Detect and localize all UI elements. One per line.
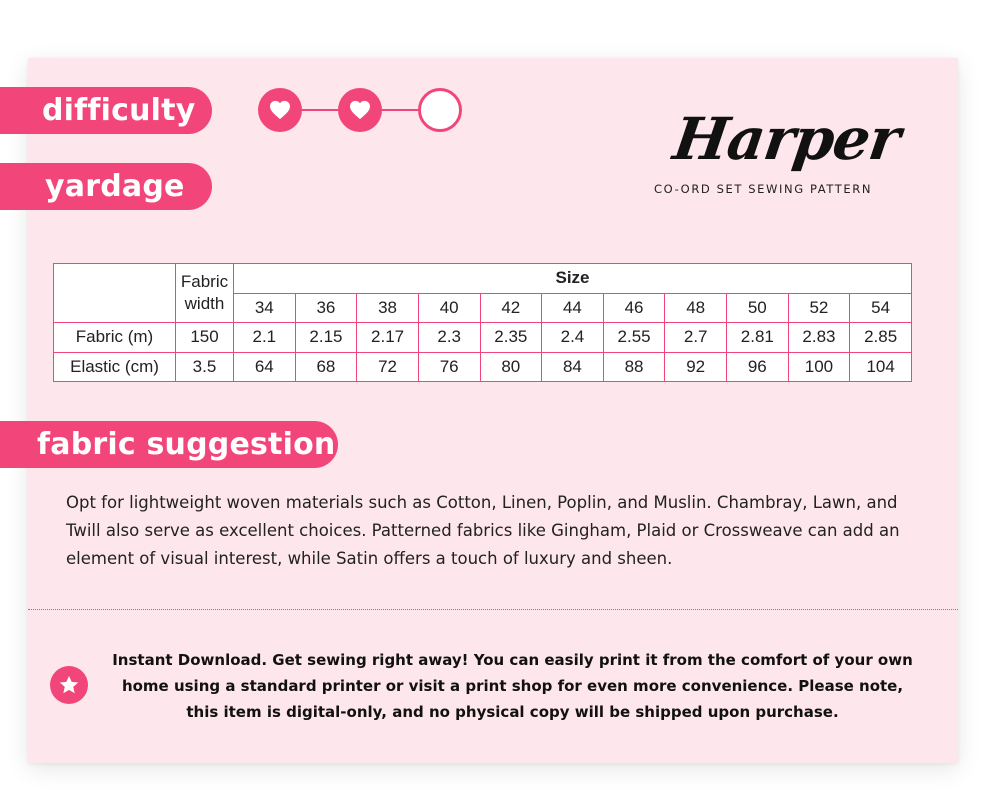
size-cell: 34: [234, 293, 296, 323]
heart-icon: [258, 88, 302, 132]
size-header: Size: [234, 264, 912, 294]
difficulty-rating: [258, 88, 462, 132]
star-icon: [50, 666, 88, 704]
value-cell: 2.55: [603, 323, 665, 353]
value-cell: 92: [665, 352, 727, 382]
value-cell: 2.17: [357, 323, 419, 353]
row-label: Elastic (cm): [54, 352, 176, 382]
download-notice: Instant Download. Get sewing right away! You can easily print it from the comfort of your own home using a standard printer or visit a print shop for even more convenience. Please note, this item is digital-only, and no physical copy will be shipped upon purchase.: [112, 651, 913, 721]
value-cell: 2.7: [665, 323, 727, 353]
fabric-suggestion-text: Opt for lightweight woven materials such as Cotton, Linen, Poplin, and Muslin. Chambray, Lawn, and Twill also serve as excellent choices. Patterned fabrics like Gingham, Plaid or Crossweave can add an element of visual interest, while Satin offers a touch of luxury and sheen.: [66, 493, 900, 568]
difficulty-label: difficulty: [0, 87, 212, 134]
value-cell: 2.1: [234, 323, 296, 353]
value-cell: 2.4: [542, 323, 604, 353]
value-cell: 64: [234, 352, 296, 382]
value-cell: 2.83: [788, 323, 850, 353]
empty-circle-icon: [418, 88, 462, 132]
size-cell: 54: [850, 293, 912, 323]
heart-icon: [338, 88, 382, 132]
value-cell: 2.85: [850, 323, 912, 353]
value-cell: 76: [418, 352, 480, 382]
width-cell: 150: [176, 323, 234, 353]
size-cell: 36: [295, 293, 357, 323]
value-cell: 84: [542, 352, 604, 382]
value-cell: 72: [357, 352, 419, 382]
fabric-width-header: Fabric width: [176, 264, 234, 323]
yardage-table: [53, 263, 912, 382]
value-cell: 100: [788, 352, 850, 382]
table-row: [54, 352, 912, 382]
value-cell: 80: [480, 352, 542, 382]
value-cell: 88: [603, 352, 665, 382]
size-cell: 52: [788, 293, 850, 323]
value-cell: 96: [727, 352, 789, 382]
value-cell: 2.15: [295, 323, 357, 353]
brand-name: Harper: [669, 105, 904, 173]
size-cell: 50: [727, 293, 789, 323]
size-cell: 42: [480, 293, 542, 323]
size-cell: 38: [357, 293, 419, 323]
size-cell: 44: [542, 293, 604, 323]
dotted-divider: [28, 609, 958, 610]
size-cell: 48: [665, 293, 727, 323]
value-cell: 2.35: [480, 323, 542, 353]
brand-logo: [654, 105, 904, 200]
value-cell: 68: [295, 352, 357, 382]
table-corner: [54, 264, 176, 323]
value-cell: 2.81: [727, 323, 789, 353]
fabric-suggestion-label: fabric suggestion: [0, 421, 338, 468]
value-cell: 104: [850, 352, 912, 382]
row-label: Fabric (m): [54, 323, 176, 353]
size-cell: 46: [603, 293, 665, 323]
brand-subtitle: CO-ORD SET SEWING PATTERN: [654, 182, 873, 196]
size-cell: 40: [418, 293, 480, 323]
table-row: [54, 323, 912, 353]
width-cell: 3.5: [176, 352, 234, 382]
yardage-label: yardage: [0, 163, 212, 210]
value-cell: 2.3: [418, 323, 480, 353]
